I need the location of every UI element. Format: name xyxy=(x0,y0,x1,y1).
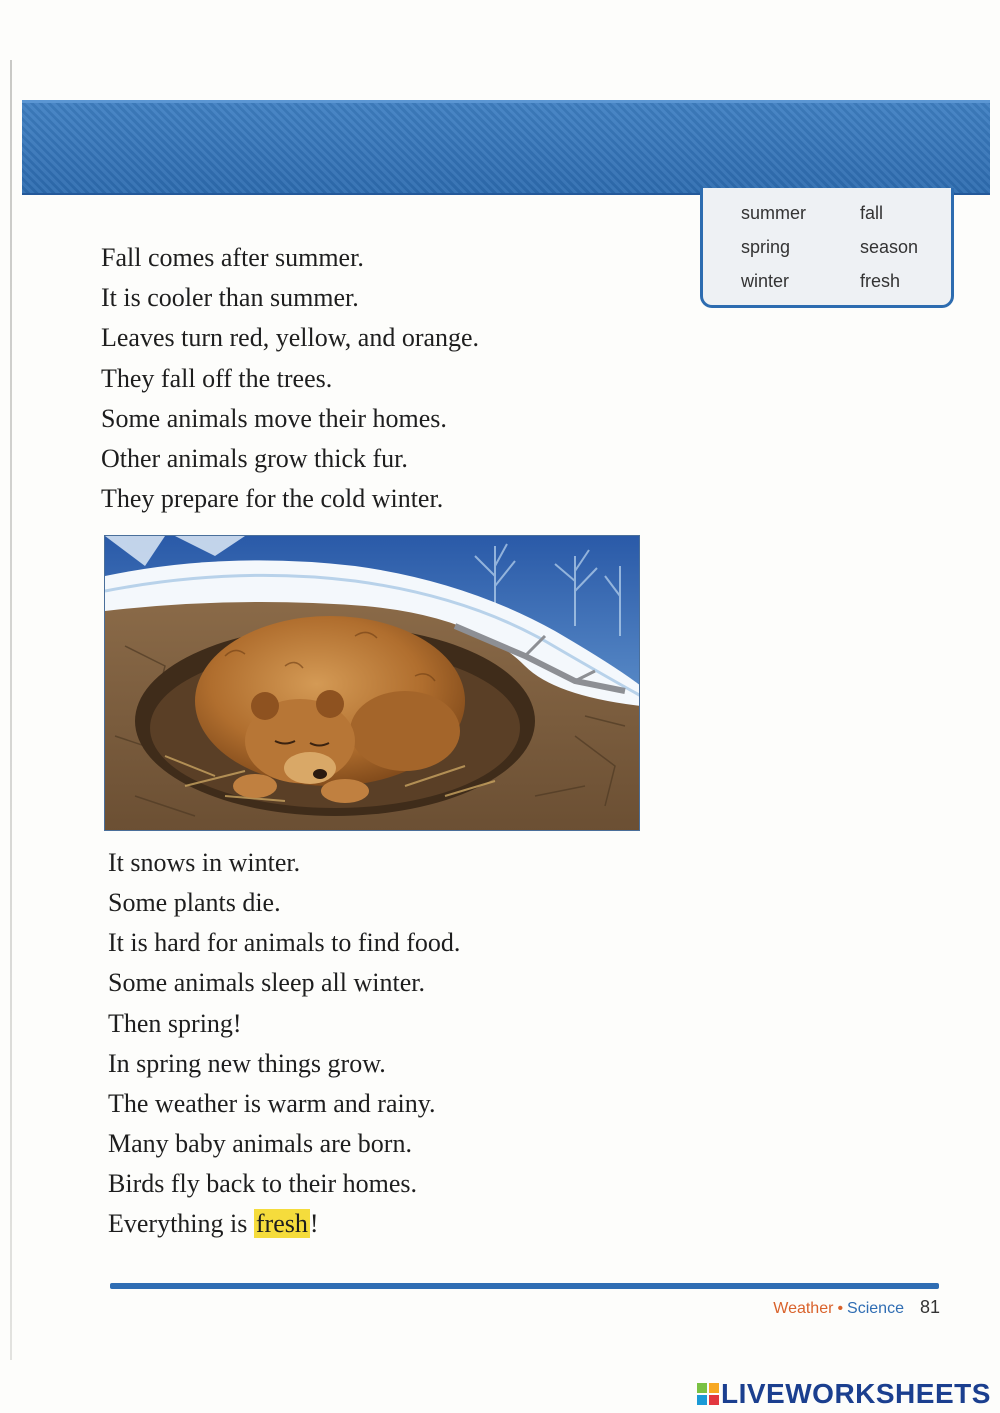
footer-separator: • xyxy=(837,1300,844,1317)
footer-rule xyxy=(110,1283,939,1289)
word-bank-word: winter xyxy=(741,271,790,291)
passage-line: Many baby animals are born. xyxy=(108,1129,412,1158)
word-bank-word: fall xyxy=(860,203,884,223)
passage-line: Some animals sleep all winter. xyxy=(108,968,425,997)
passage-line: Some animals move their homes. xyxy=(101,404,447,433)
answer-field-fresh[interactable]: fresh xyxy=(255,1209,308,1238)
page-number: 81 xyxy=(919,1297,940,1317)
passage-line: In spring new things grow. xyxy=(108,1049,386,1078)
footer-topic: Weather xyxy=(773,1300,834,1317)
last-line-prefix: Everything is xyxy=(108,1209,254,1238)
passage-line: The weather is warm and rainy. xyxy=(108,1089,436,1118)
footer-subject: Science xyxy=(847,1300,904,1317)
liveworksheets-icon xyxy=(697,1383,719,1405)
passage-last-line xyxy=(108,1208,319,1240)
word-bank-word: summer xyxy=(741,203,807,223)
passage-line: Leaves turn red, yellow, and orange. xyxy=(101,323,480,352)
passage-line: Birds fly back to their homes. xyxy=(108,1169,418,1198)
passage-line: They fall off the trees. xyxy=(101,364,333,393)
page-edge xyxy=(10,60,12,1360)
word-bank-word: spring xyxy=(741,237,791,257)
liveworksheets-logo xyxy=(697,1378,991,1410)
passage-line: Other animals grow thick fur. xyxy=(101,444,408,473)
passage-line: They prepare for the cold winter. xyxy=(101,484,444,513)
title-banner xyxy=(22,100,990,195)
bear-den-illustration xyxy=(104,535,640,831)
passage-line: It is hard for animals to find food. xyxy=(108,928,461,957)
passage-line: Then spring! xyxy=(108,1009,242,1038)
word-bank xyxy=(700,188,954,308)
passage-line: Fall comes after summer. xyxy=(101,243,364,272)
passage-line: It is cooler than summer. xyxy=(101,283,359,312)
bear-illustration-art xyxy=(105,536,640,831)
word-bank-word: season xyxy=(860,237,919,257)
page-footer xyxy=(773,1297,940,1318)
passage-line: Some plants die. xyxy=(108,888,281,917)
passage-line: It snows in winter. xyxy=(108,848,301,877)
last-line-suffix: ! xyxy=(309,1209,319,1238)
word-bank-word: fresh xyxy=(860,271,901,291)
watermark-text: LIVEWORKSHEETS xyxy=(721,1378,991,1409)
